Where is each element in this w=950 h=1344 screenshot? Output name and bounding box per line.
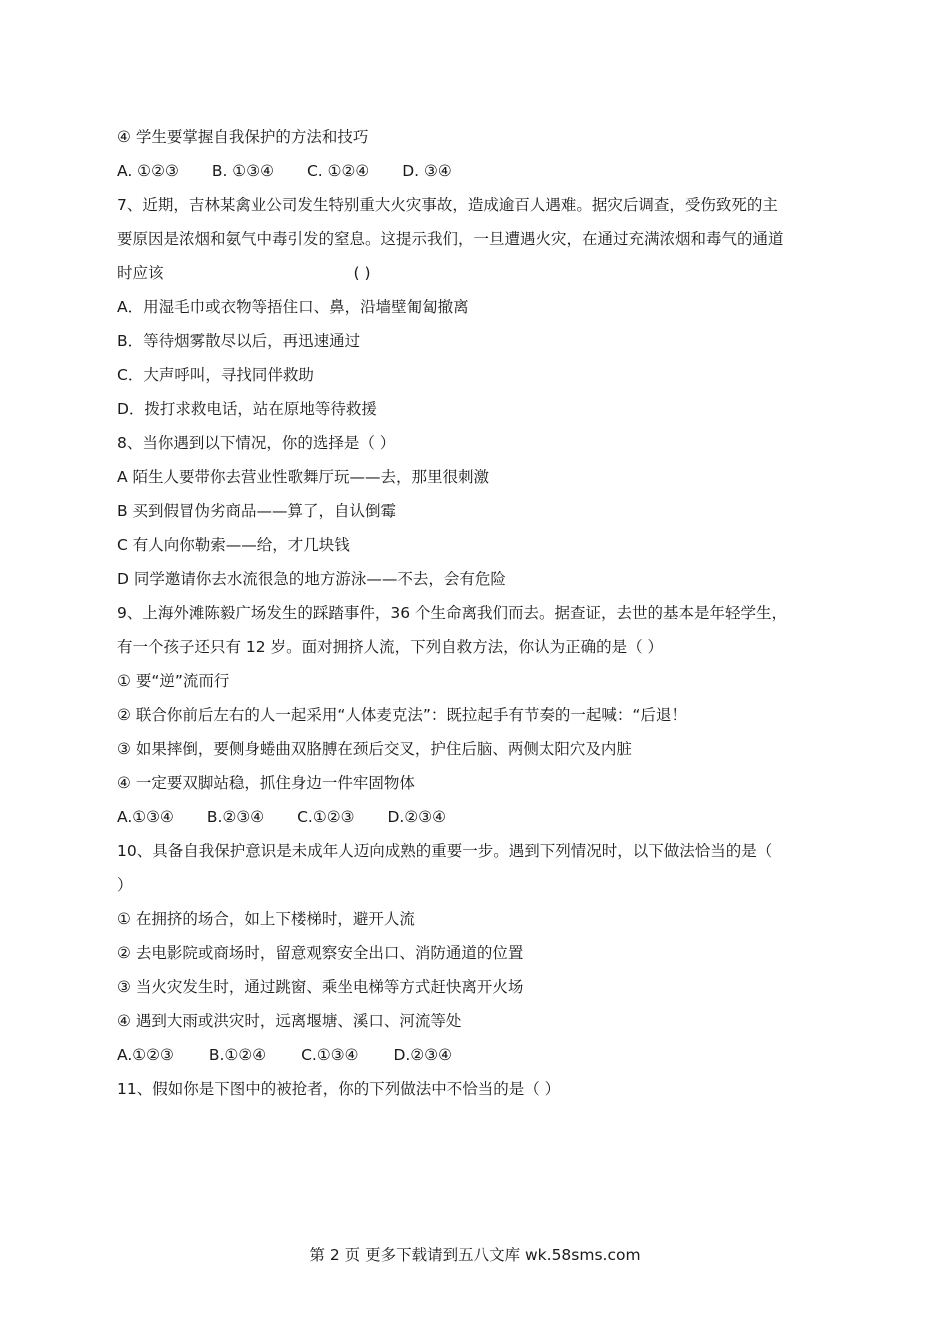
q10-option-c: C.①③④ xyxy=(301,1046,359,1064)
q9-item-2: ② 联合你前后左右的人一起采用“人体麦克法”：既拉起手有节奏的一起喊：“后退！ xyxy=(117,706,687,724)
q10-item-3: ③ 当火灾发生时，通过跳窗、乘坐电梯等方式赶快离开火场 xyxy=(117,978,524,996)
q7-option-a: A．用湿毛巾或衣物等捂住口、鼻，沿墙壁匍匐撤离 xyxy=(117,298,469,316)
q10-options xyxy=(117,1038,842,1072)
document-body xyxy=(117,120,842,1106)
q10-stem-line-2: ） xyxy=(117,876,133,894)
q7-option-b: B．等待烟雾散尽以后，再迅速通过 xyxy=(117,332,361,350)
q6-option-d: D. ③④ xyxy=(402,162,452,180)
q9-option-a: A.①③④ xyxy=(117,808,174,826)
q9-item-4: ④ 一定要双脚站稳，抓住身边一件牢固物体 xyxy=(117,774,415,792)
q7-stem-text: 时应该 xyxy=(117,264,164,282)
q7-option-d: D．拨打求救电话，站在原地等待救援 xyxy=(117,400,377,418)
q8-option-b: B 买到假冒伪劣商品——算了，自认倒霉 xyxy=(117,502,397,520)
q9-options xyxy=(117,800,842,834)
q6-option-b: B. ①③④ xyxy=(211,162,274,180)
q7-answer-paren: ( ) xyxy=(353,264,371,282)
q10-option-a: A.①②③ xyxy=(117,1046,174,1064)
q9-option-d: D.②③④ xyxy=(387,808,447,826)
q10-stem-line-1: 10、具备自我保护意识是未成年人迈向成熟的重要一步。遇到下列情况时，以下做法恰当的是（ xyxy=(117,842,773,860)
q9-stem-line-1: 9、上海外滩陈毅广场发生的踩踏事件，36 个生命离我们而去。据查证，去世的基本是年轻学生， xyxy=(117,604,788,622)
q10-option-b: B.①②④ xyxy=(208,1046,267,1064)
page-footer: 第 2 页 更多下载请到五八文库 wk.58sms.com xyxy=(309,1246,641,1264)
q8-option-a: A 陌生人要带你去营业性歌舞厅玩——去，那里很刺激 xyxy=(117,468,490,486)
q8-option-d: D 同学邀请你去水流很急的地方游泳——不去，会有危险 xyxy=(117,570,506,588)
q10-item-2: ② 去电影院或商场时，留意观察安全出口、消防通道的位置 xyxy=(117,944,524,962)
q11-stem: 11、假如你是下图中的被抢者，你的下列做法中不恰当的是（ ） xyxy=(117,1080,561,1098)
q7-stem-line-1: 7、近期，吉林某禽业公司发生特别重大火灾事故，造成逾百人遇难。据灾后调查，受伤致死的主 xyxy=(117,196,778,214)
q10-option-d: D.②③④ xyxy=(393,1046,453,1064)
q10-item-4: ④ 遇到大雨或洪灾时，远离堰塘、溪口、河流等处 xyxy=(117,1012,462,1030)
q8-stem: 8、当你遇到以下情况，你的选择是（ ） xyxy=(117,434,396,452)
q9-item-3: ③ 如果摔倒，要侧身蜷曲双胳膊在颈后交叉，护住后脑、两侧太阳穴及内脏 xyxy=(117,740,632,758)
q9-option-c: C.①②③ xyxy=(297,808,355,826)
q7-stem-line-2: 要原因是浓烟和氨气中毒引发的窒息。这提示我们，一旦遭遇火灾，在通过充满浓烟和毒气的通道 xyxy=(117,230,784,248)
q6-item-4: ④ 学生要掌握自我保护的方法和技巧 xyxy=(117,128,369,146)
q9-stem-line-2: 有一个孩子还只有 12 岁。面对拥挤人流，下列自救方法，你认为正确的是（ ） xyxy=(117,638,664,656)
q6-option-a: A. ①②③ xyxy=(117,162,179,180)
q9-item-1: ① 要“逆”流而行 xyxy=(117,672,230,690)
q7-stem-line-3 xyxy=(117,256,842,290)
q6-option-c: C. ①②④ xyxy=(306,162,370,180)
q6-options xyxy=(117,154,842,188)
q7-option-c: C．大声呼叫，寻找同伴救助 xyxy=(117,366,314,384)
q9-option-b: B.②③④ xyxy=(206,808,265,826)
q8-option-c: C 有人向你勒索——给，才几块钱 xyxy=(117,536,350,554)
q10-item-1: ① 在拥挤的场合，如上下楼梯时，避开人流 xyxy=(117,910,415,928)
